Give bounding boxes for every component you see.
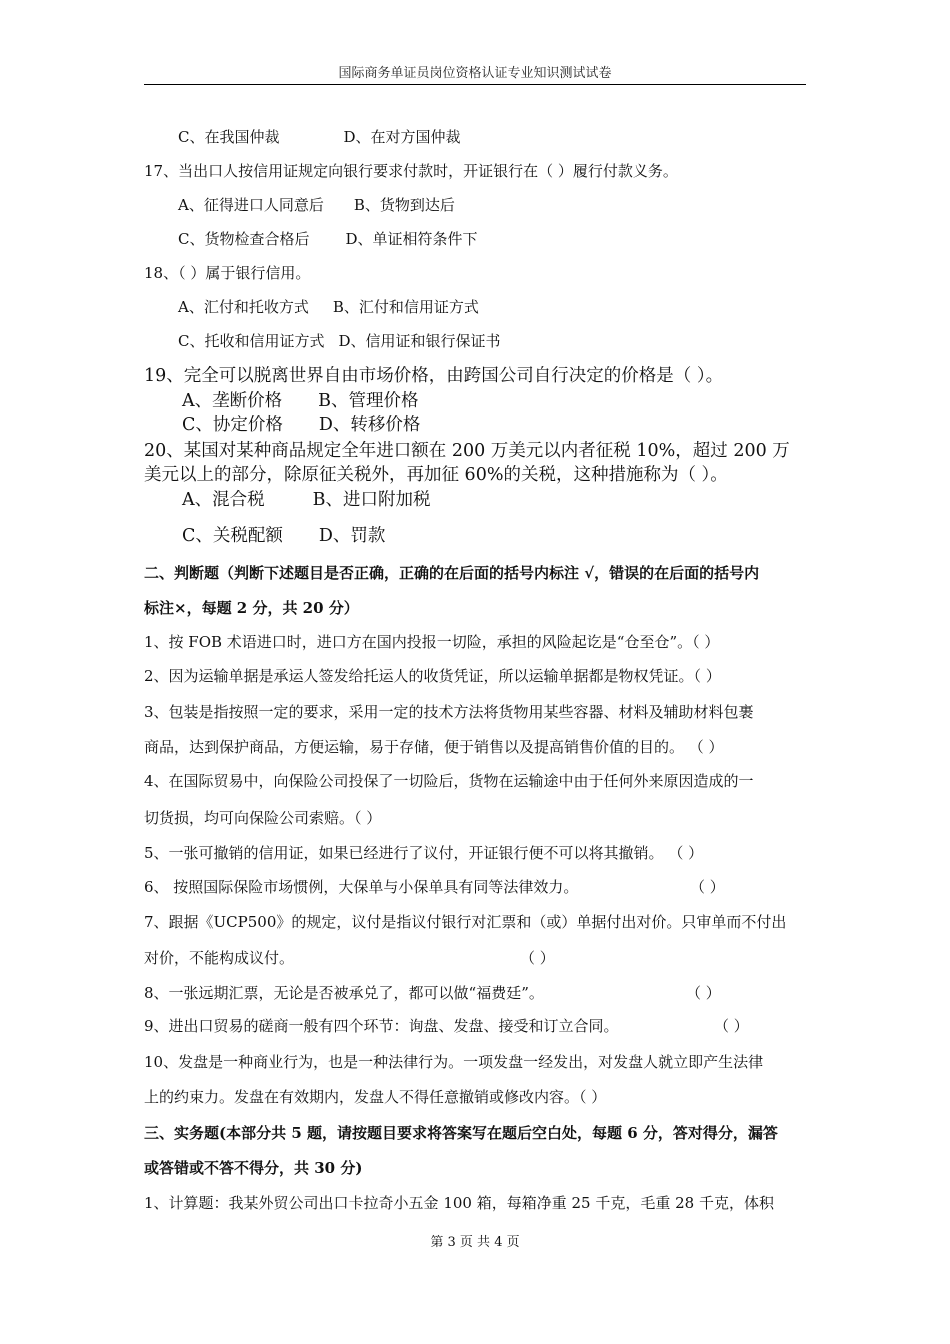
tf-q6: 6、 按照国际保险市场惯例，大保单与小保单具有同等法律效力。	[144, 878, 579, 896]
q16-options-cd	[178, 127, 461, 147]
q17-text: 17、当出口人按信用证规定向银行要求付款时，开证银行在（ ）履行付款义务。	[144, 162, 678, 180]
q19-text: 19、完全可以脱离世界自由市场价格，由跨国公司自行决定的价格是（ ）。	[144, 366, 724, 386]
q17-option-c: C、货物检查合格后	[178, 230, 310, 248]
tf-q3-line2: 商品，达到保护商品，方便运输，易于存储，便于销售以及提高销售价值的目的。 （ ）	[144, 738, 724, 756]
tf-heading-line2: 标注×，每题 2 分，共 20 分）	[144, 599, 359, 617]
tf-q7-answer-bracket: （ ）	[520, 949, 555, 967]
page-footer: 第 3 页 共 4 页	[430, 1235, 520, 1250]
q17-options-cd	[178, 229, 478, 249]
tf-q6-answer-bracket: （ ）	[690, 878, 725, 896]
tf-q5: 5、一张可撤销的信用证，如果已经进行了议付，开证银行便不可以将其撤销。 （ ）	[144, 844, 704, 862]
tf-q2: 2、因为运输单据是承运人签发给托运人的收货凭证，所以运输单据都是物权凭证。（ ）	[144, 667, 721, 685]
q18-options-cd	[178, 331, 501, 351]
practice-heading-line2: 或答错或不答不得分，共 30 分)	[144, 1159, 363, 1177]
q17-options-ab	[178, 195, 455, 215]
q18-options-ab	[178, 297, 479, 317]
tf-q4-line1: 4、在国际贸易中，向保险公司投保了一切险后，货物在运输途中由于任何外来原因造成的一	[144, 772, 754, 790]
q19-option-b: B、管理价格	[318, 391, 419, 411]
tf-q1: 1、按 FOB 术语进口时，进口方在国内投报一切险，承担的风险起讫是“仓至仓”。（ ）	[144, 633, 720, 651]
q19-option-d: D、转移价格	[318, 415, 421, 435]
tf-q10-line2: 上的约束力。发盘在有效期内，发盘人不得任意撤销或修改内容。（ ）	[144, 1088, 607, 1106]
q19-option-c: C、协定价格	[182, 415, 283, 435]
q20-options-cd	[182, 525, 385, 547]
q18-text: 18、（ ）属于银行信用。	[144, 264, 311, 282]
tf-q9: 9、进出口贸易的磋商一般有四个环节：询盘、发盘、接受和订立合同。	[144, 1017, 619, 1035]
q20-options-ab	[182, 489, 431, 511]
tf-q10-line1: 10、发盘是一种商业行为，也是一种法律行为。一项发盘一经发出，对发盘人就立即产生法律	[144, 1053, 764, 1071]
tf-q7-line2: 对价，不能构成议付。	[144, 949, 295, 967]
q18-option-c: C、托收和信用证方式	[178, 332, 325, 350]
tf-q4-line2: 切货损，均可向保险公司索赔。（ ）	[144, 809, 382, 827]
q17-option-a: A、征得进口人同意后	[178, 196, 324, 214]
q19-options-ab	[182, 390, 419, 412]
q17-option-d: D、单证相符条件下	[345, 230, 478, 248]
practice-q1-line1: 1、计算题：我某外贸公司出口卡拉奇小五金 100 箱，每箱净重 25 千克，毛重 28 千克，体积	[144, 1194, 774, 1212]
q18-option-d: D、信用证和银行保证书	[338, 332, 501, 350]
tf-q7-line1: 7、跟据《UCP500》的规定，议付是指议付银行对汇票和（或）单据付出对价。只审单而不付出	[144, 913, 787, 931]
tf-q9-answer-bracket: （ ）	[714, 1017, 749, 1035]
q16-option-c: C、在我国仲裁	[178, 128, 280, 146]
tf-heading-line1: 二、判断题（判断下述题目是否正确，正确的在后面的括号内标注 √，错误的在后面的括号内	[144, 564, 760, 582]
q20-option-b: B、进口附加税	[312, 490, 431, 510]
q19-options-cd	[182, 414, 420, 436]
q18-option-b: B、汇付和信用证方式	[332, 298, 479, 316]
q20-text-line1: 20、某国对某种商品规定全年进口额在 200 万美元以内者征税 10%，超过 200 万	[144, 441, 790, 461]
tf-q8-answer-bracket: （ ）	[686, 984, 721, 1002]
header-rule	[144, 84, 806, 85]
q18-option-a: A、汇付和托收方式	[178, 298, 309, 316]
practice-heading-line1: 三、实务题(本部分共 5 题，请按题目要求将答案写在题后空白处，每题 6 分，答对得分，漏答	[144, 1124, 778, 1142]
q16-option-d: D、在对方国仲裁	[343, 128, 461, 146]
tf-q8: 8、一张远期汇票，无论是否被承兑了，都可以做“福费廷”。	[144, 984, 544, 1002]
tf-q3-line1: 3、包装是指按照一定的要求，采用一定的技术方法将货物用某些容器、材料及辅助材料包裹	[144, 703, 754, 721]
q20-option-c: C、关税配额	[182, 526, 283, 546]
q20-text-line2: 美元以上的部分，除原征关税外，再加征 60%的关税，这种措施称为（ ）。	[144, 465, 728, 485]
q20-option-d: D、罚款	[318, 526, 386, 546]
q19-option-a: A、垄断价格	[182, 391, 283, 411]
q17-option-b: B、货物到达后	[353, 196, 455, 214]
page-header: 国际商务单证员岗位资格认证专业知识测试试卷	[338, 66, 612, 81]
q20-option-a: A、混合税	[182, 490, 265, 510]
